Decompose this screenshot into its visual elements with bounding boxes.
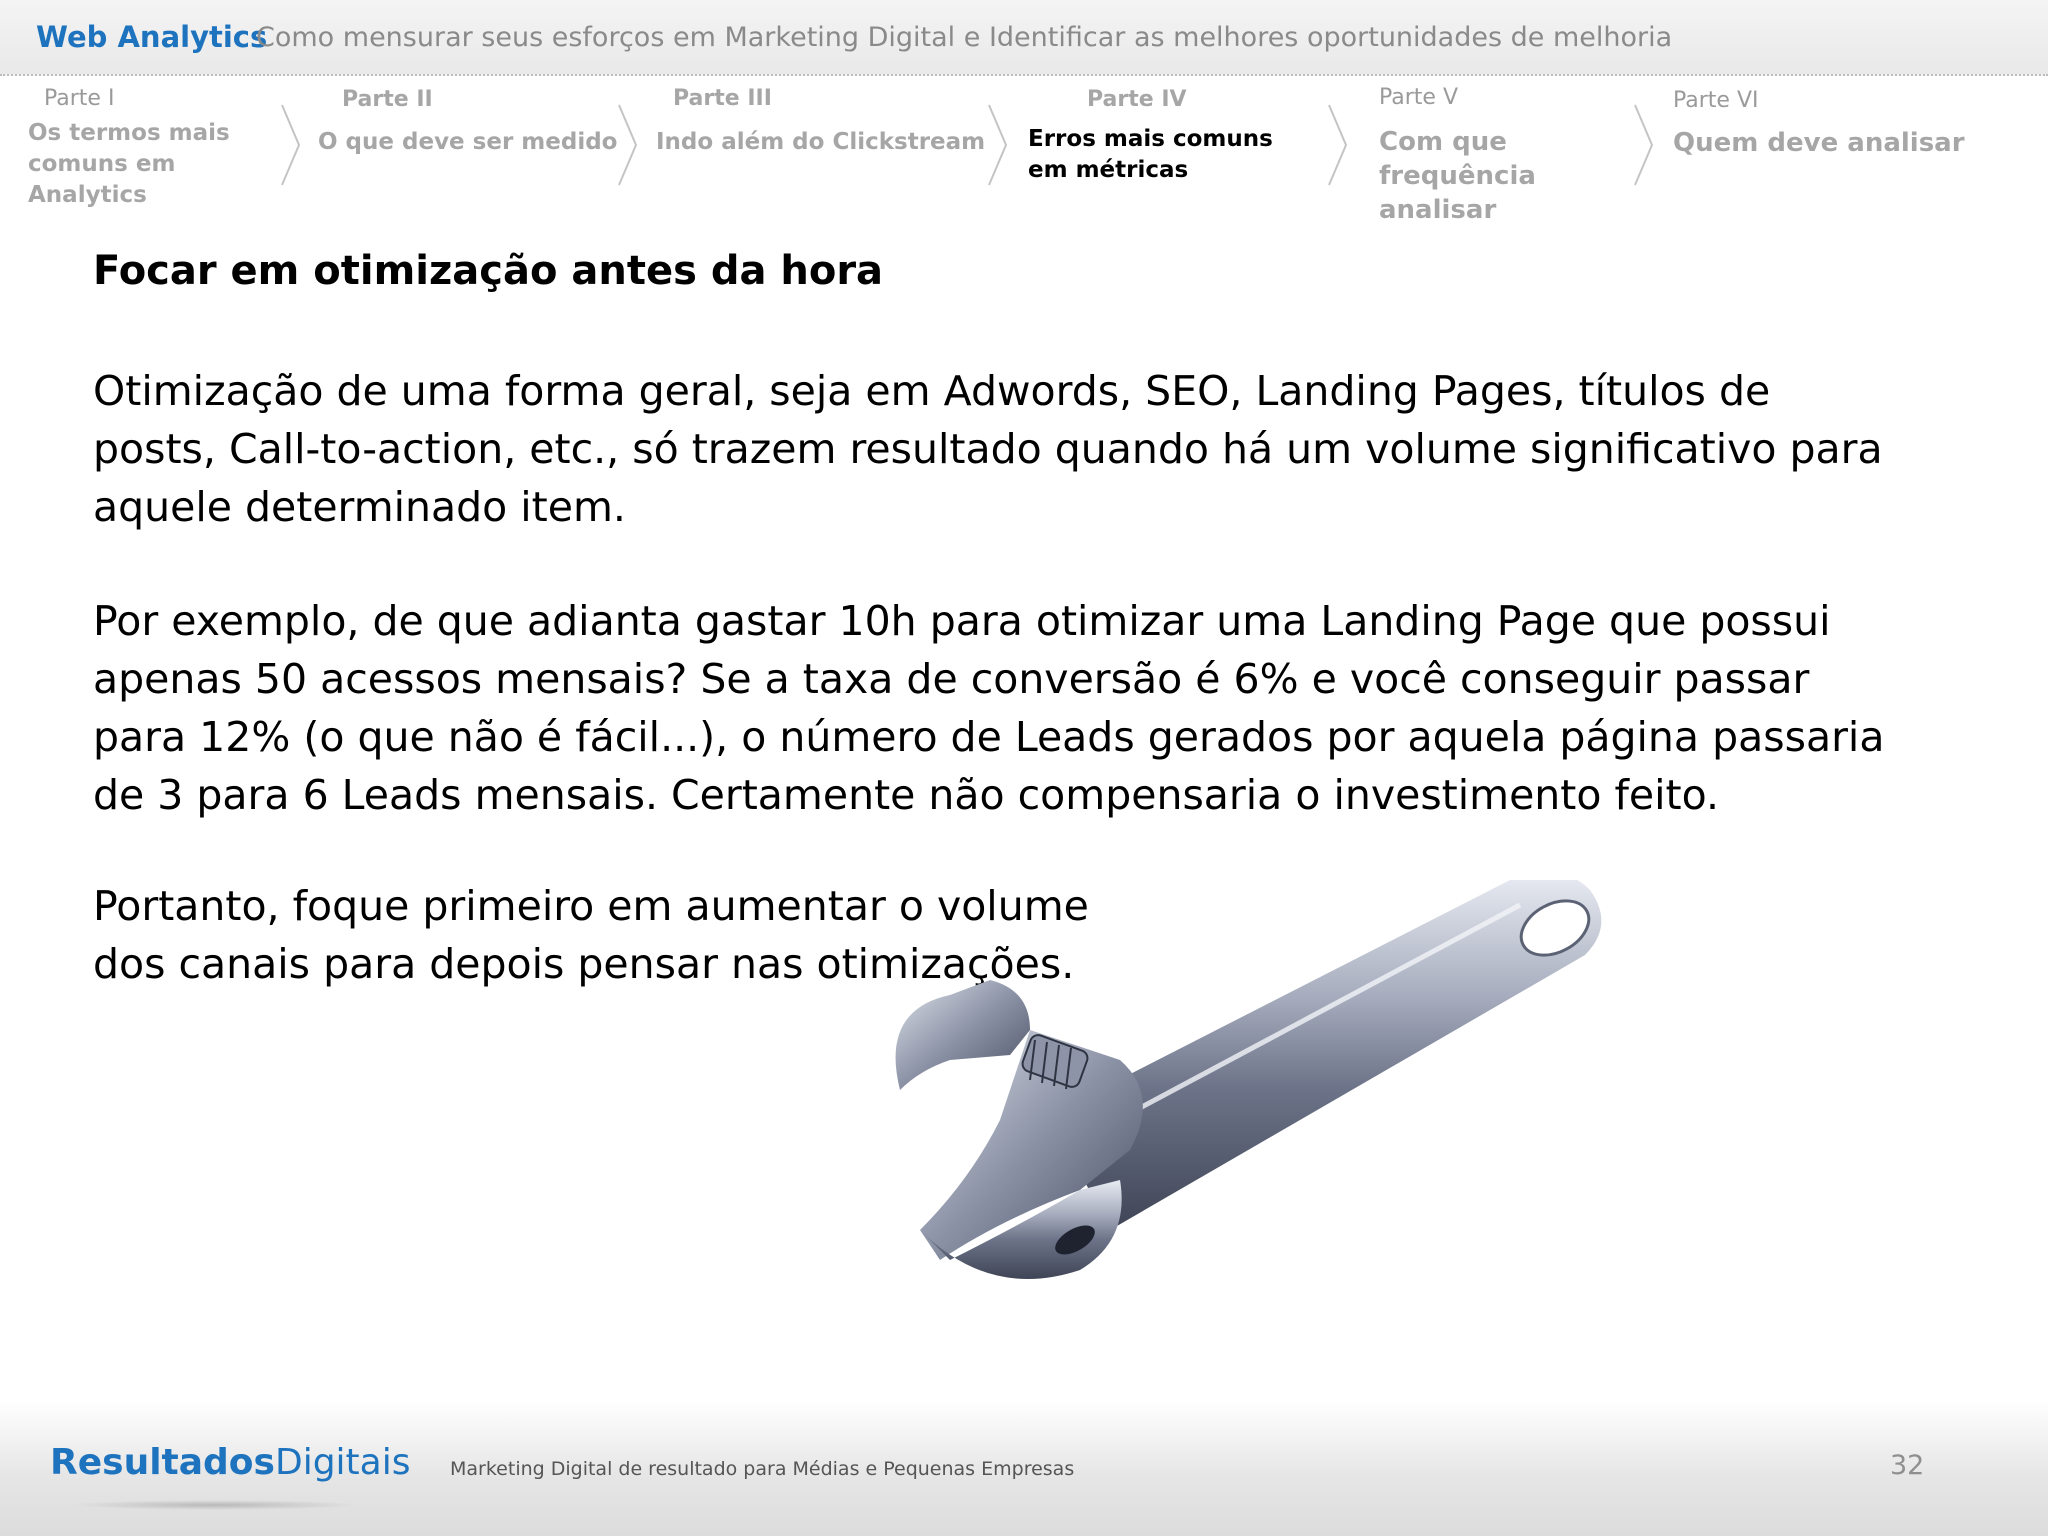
chevron-right-icon bbox=[1327, 103, 1349, 187]
paragraph-intro: Otimização de uma forma geral, seja em Adwords, SEO, Landing Pages, títulos de posts, Call-to-action, etc., só trazem resultado quando há um volume significativo para aquele determinado item. bbox=[93, 367, 1883, 531]
nav-part-6-label: Parte VI bbox=[1673, 88, 1759, 113]
nav-part-3-title[interactable]: Indo além do Clickstream bbox=[656, 129, 986, 155]
nav-part-2-label: Parte II bbox=[342, 87, 433, 112]
nav-part-1-label: Parte I bbox=[44, 86, 115, 111]
conclusion-line-1: Portanto, foque primeiro em aumentar o volume bbox=[93, 882, 1089, 930]
nav-part-5-label: Parte V bbox=[1379, 85, 1459, 110]
wrench-icon bbox=[880, 880, 1780, 1420]
header-subtitle: Como mensurar seus esforços em Marketing Digital e Identificar as melhores oportunidades de melhoria bbox=[256, 22, 1673, 53]
nav-part-1-title[interactable]: Os termos mais comuns em Analytics bbox=[28, 120, 230, 208]
nav-part-5-title[interactable]: Com que frequência analisar bbox=[1379, 127, 1536, 225]
paragraph-example: Por exemplo, de que adianta gastar 10h para otimizar uma Landing Page que possui apenas 50 acessos mensais? Se a taxa de conversão é 6% e você conseguir passar para 12% (o que não é fácil...), o número de Leads gerados por aquela página passaria de 3 para 6 Leads mensais. Certamente não compensaria o investimento feito. bbox=[93, 597, 1885, 819]
chevron-right-icon bbox=[1633, 103, 1655, 187]
nav-part-2-title[interactable]: O que deve ser medido bbox=[318, 129, 618, 155]
nav-part-4-label: Parte IV bbox=[1087, 87, 1187, 112]
slide-heading: Focar em otimização antes da hora bbox=[93, 248, 884, 294]
footer-tagline: Marketing Digital de resultado para Médias e Pequenas Empresas bbox=[450, 1458, 1075, 1480]
header-brand: Web Analytics bbox=[36, 20, 268, 54]
logo-bold-text: Resultados bbox=[50, 1442, 275, 1483]
logo-shadow bbox=[70, 1500, 360, 1510]
nav-part-3-label: Parte III bbox=[673, 86, 772, 111]
conclusion-line-2: dos canais para depois pensar nas otimizações. bbox=[93, 940, 1075, 988]
nav-part-6-title[interactable]: Quem deve analisar bbox=[1673, 128, 1965, 158]
logo-light-text: Digitais bbox=[274, 1442, 411, 1483]
chevron-right-icon bbox=[987, 103, 1009, 187]
chevron-right-icon bbox=[280, 103, 302, 187]
chevron-right-icon bbox=[617, 103, 639, 187]
header-bar bbox=[0, 0, 2048, 76]
page-number: 32 bbox=[1890, 1450, 1925, 1481]
resultados-digitais-logo bbox=[50, 1442, 410, 1483]
nav-part-4-title[interactable]: Erros mais comuns em métricas bbox=[1028, 126, 1273, 183]
